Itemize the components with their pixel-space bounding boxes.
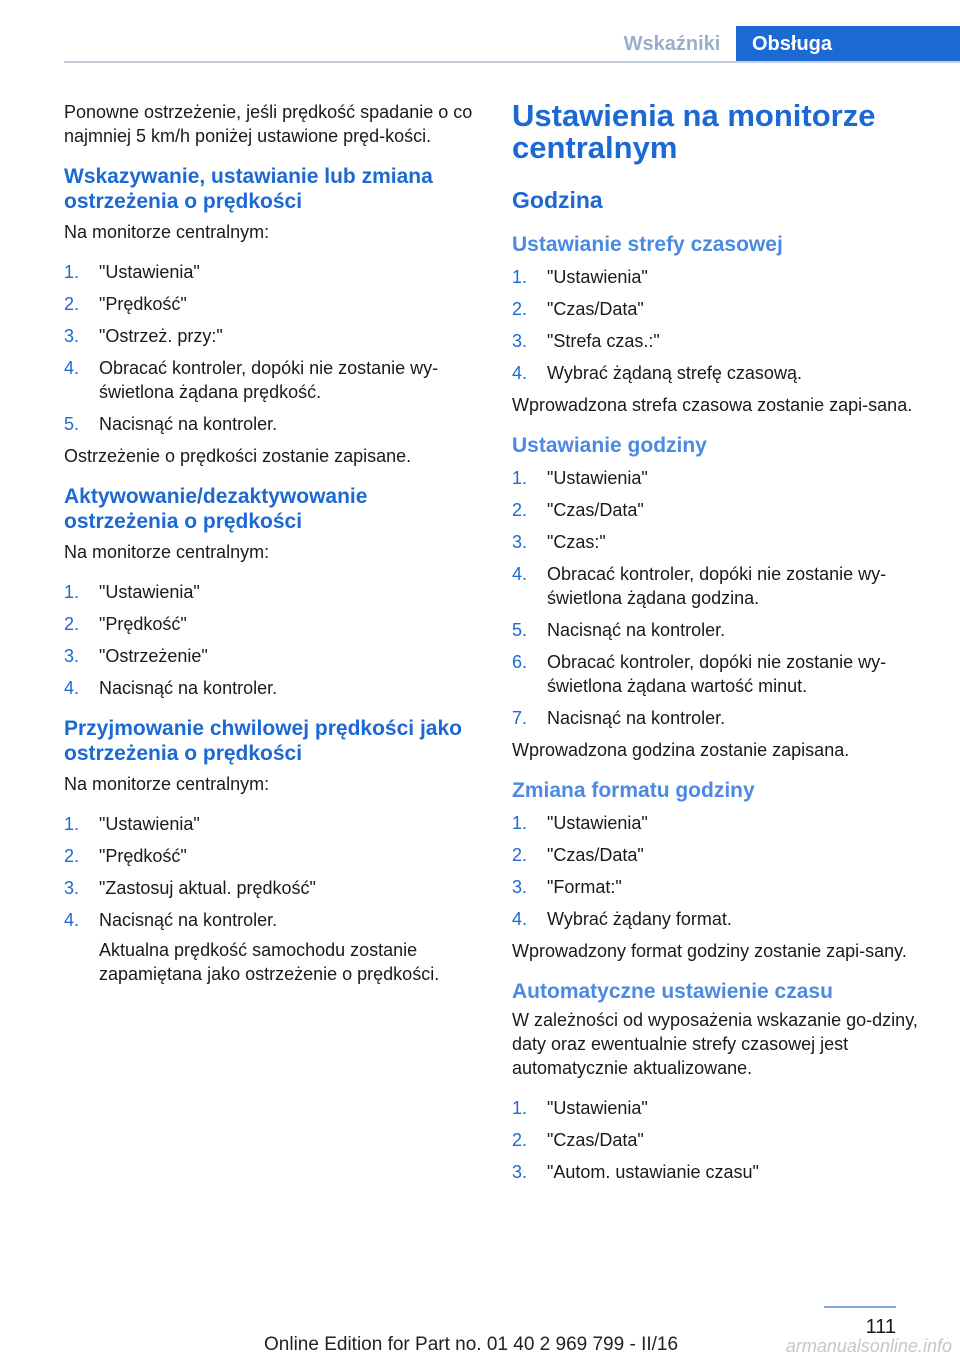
- step-number: 3.: [512, 331, 528, 351]
- list-item: [64, 324, 484, 348]
- step-text: "Ustawienia": [99, 262, 200, 282]
- step-number: 3.: [512, 1162, 528, 1182]
- left-column: [64, 100, 484, 994]
- step-text: "Prędkość": [99, 846, 187, 866]
- steps-list: [64, 260, 484, 436]
- list-item: [512, 466, 932, 490]
- step-number: 6.: [512, 652, 528, 672]
- step-number: 4.: [512, 564, 528, 584]
- step-text: "Format:": [547, 877, 622, 897]
- section-title-speed-warning-toggle: Aktywowanie/dezaktywowanie ostrzeżenia o prędkości: [64, 485, 368, 533]
- step-text: "Czas:": [547, 532, 606, 552]
- step-number: 4.: [64, 678, 80, 698]
- step-number: 1.: [512, 813, 528, 833]
- list-item: [512, 875, 932, 899]
- list-item: [512, 265, 932, 289]
- step-text: Obracać kontroler, dopóki nie zostanie wy‐świetlona żądana wartość minut.: [547, 652, 887, 696]
- page-section-title: Ustawienia na monitorze centralnym: [512, 98, 876, 165]
- result-text: Wprowadzona godzina zostanie zapisana.: [512, 740, 850, 760]
- step-number: 3.: [64, 646, 80, 666]
- list-item: [64, 260, 484, 284]
- step-number: 7.: [512, 708, 528, 728]
- list-item: [64, 292, 484, 316]
- step-number: 3.: [64, 878, 80, 898]
- step-number: 1.: [512, 468, 528, 488]
- step-text: "Ustawienia": [547, 813, 648, 833]
- list-item: [64, 356, 484, 404]
- step-number: 1.: [64, 582, 80, 602]
- list-item: [64, 844, 484, 868]
- list-item: [64, 580, 484, 604]
- list-item: [512, 530, 932, 554]
- section-title-current-speed-warning: Przyjmowanie chwilowej prędkości jako ostrzeżenia o prędkości: [64, 717, 462, 765]
- step-text: Nacisnąć na kontroler.: [99, 414, 278, 434]
- step-text: Nacisnąć na kontroler.: [547, 708, 726, 728]
- step-number: 2.: [64, 294, 80, 314]
- result-text: Ostrzeżenie o prędkości zostanie zapisane.: [64, 446, 412, 466]
- header-divider: [64, 61, 960, 63]
- step-number: 2.: [64, 846, 80, 866]
- step-text: "Czas/Data": [547, 500, 644, 520]
- steps-list: [64, 580, 484, 700]
- step-number: 2.: [512, 845, 528, 865]
- step-note: Aktualna prędkość samochodu zostanie zapamiętana jako ostrzeżenie o prędkości.: [99, 940, 440, 984]
- list-item: [64, 644, 484, 668]
- step-text: "Prędkość": [99, 614, 187, 634]
- section-title-timezone: Ustawianie strefy czasowej: [512, 233, 783, 256]
- section-lead: Na monitorze centralnym:: [64, 542, 270, 562]
- step-number: 1.: [512, 1098, 528, 1118]
- section-title-set-time: Ustawianie godziny: [512, 434, 707, 457]
- list-item: [512, 706, 932, 730]
- header-chapter-tab: Obsługa: [736, 26, 960, 62]
- step-text: Wybrać żądaną strefę czasową.: [547, 363, 802, 383]
- step-text: "Ustawienia": [99, 582, 200, 602]
- header-section-tab: Wskaźniki: [623, 33, 721, 55]
- list-item: [64, 412, 484, 436]
- list-item: [512, 650, 932, 698]
- edition-text: Online Edition for Part no. 01 40 2 969 799 - II/16: [264, 1334, 679, 1355]
- list-item: [512, 811, 932, 835]
- list-item: [64, 908, 484, 932]
- list-item: [512, 843, 932, 867]
- step-text: "Prędkość": [99, 294, 187, 314]
- step-text: "Ustawienia": [547, 468, 648, 488]
- steps-list: [512, 1096, 932, 1184]
- list-item: [512, 618, 932, 642]
- list-item: [64, 812, 484, 836]
- step-number: 2.: [512, 500, 528, 520]
- step-text: Nacisnąć na kontroler.: [547, 620, 726, 640]
- step-number: 1.: [64, 814, 80, 834]
- step-number: 4.: [512, 363, 528, 383]
- list-item: [512, 1160, 932, 1184]
- step-text: Nacisnąć na kontroler.: [99, 678, 278, 698]
- list-item: [512, 1128, 932, 1152]
- section-title-speed-warning-set: Wskazywanie, ustawianie lub zmiana ostrzeżenia o prędkości: [64, 165, 433, 213]
- list-item: [512, 329, 932, 353]
- step-number: 4.: [512, 909, 528, 929]
- section-title-auto-time: Automatyczne ustawienie czasu: [512, 980, 833, 1003]
- step-number: 3.: [64, 326, 80, 346]
- list-item: [512, 907, 932, 931]
- step-number: 2.: [512, 299, 528, 319]
- steps-list: [512, 265, 932, 385]
- step-text: "Autom. ustawianie czasu": [547, 1162, 759, 1182]
- step-text: "Czas/Data": [547, 845, 644, 865]
- steps-list: [512, 466, 932, 730]
- step-text: "Czas/Data": [547, 299, 644, 319]
- step-text: "Ostrzeż. przy:": [99, 326, 223, 346]
- steps-list: [64, 812, 484, 932]
- step-number: 5.: [64, 414, 80, 434]
- step-number: 4.: [64, 910, 80, 930]
- list-item: [512, 361, 932, 385]
- list-item: [512, 1096, 932, 1120]
- right-column: [512, 100, 932, 1192]
- list-item: [64, 876, 484, 900]
- step-text: Obracać kontroler, dopóki nie zostanie wy‐świetlona żądana prędkość.: [99, 358, 439, 402]
- step-number: 2.: [512, 1130, 528, 1150]
- steps-list: [512, 811, 932, 931]
- step-number: 2.: [64, 614, 80, 634]
- step-number: 1.: [64, 262, 80, 282]
- step-text: Obracać kontroler, dopóki nie zostanie wy‐świetlona żądana godzina.: [547, 564, 887, 608]
- step-number: 3.: [512, 532, 528, 552]
- intro-paragraph: Ponowne ostrzeżenie, jeśli prędkość spadanie o co najmniej 5 km/h poniżej ustawione pręd‐kości.: [64, 102, 473, 146]
- step-number: 4.: [64, 358, 80, 378]
- list-item: [512, 562, 932, 610]
- section-lead: Na monitorze centralnym:: [64, 222, 270, 242]
- page-number: 111: [865, 1316, 896, 1338]
- section-lead: W zależności od wyposażenia wskazanie go‐dziny, daty oraz ewentualnie strefy czasowej jest automatycznie aktualizowane.: [512, 1010, 918, 1078]
- step-text: "Czas/Data": [547, 1130, 644, 1150]
- step-text: "Zastosuj aktual. prędkość": [99, 878, 316, 898]
- section-title-time-format: Zmiana formatu godziny: [512, 779, 755, 802]
- result-text: Wprowadzona strefa czasowa zostanie zapi‐sana.: [512, 395, 913, 415]
- step-number: 1.: [512, 267, 528, 287]
- list-item: [64, 612, 484, 636]
- footer-divider: [824, 1306, 896, 1308]
- step-text: Nacisnąć na kontroler.: [99, 910, 278, 930]
- step-text: "Ustawienia": [547, 1098, 648, 1118]
- list-item: [64, 676, 484, 700]
- step-text: Wybrać żądany format.: [547, 909, 732, 929]
- result-text: Wprowadzony format godziny zostanie zapi‐sany.: [512, 941, 907, 961]
- section-lead: Na monitorze centralnym:: [64, 774, 270, 794]
- subsection-title-time: Godzina: [512, 187, 603, 213]
- step-text: "Ustawienia": [547, 267, 648, 287]
- watermark: armanualsonline.info: [785, 1336, 952, 1356]
- list-item: [512, 498, 932, 522]
- step-text: "Ustawienia": [99, 814, 200, 834]
- step-text: "Ostrzeżenie": [99, 646, 208, 666]
- list-item: [512, 297, 932, 321]
- step-number: 3.: [512, 877, 528, 897]
- step-number: 5.: [512, 620, 528, 640]
- step-text: "Strefa czas.:": [547, 331, 660, 351]
